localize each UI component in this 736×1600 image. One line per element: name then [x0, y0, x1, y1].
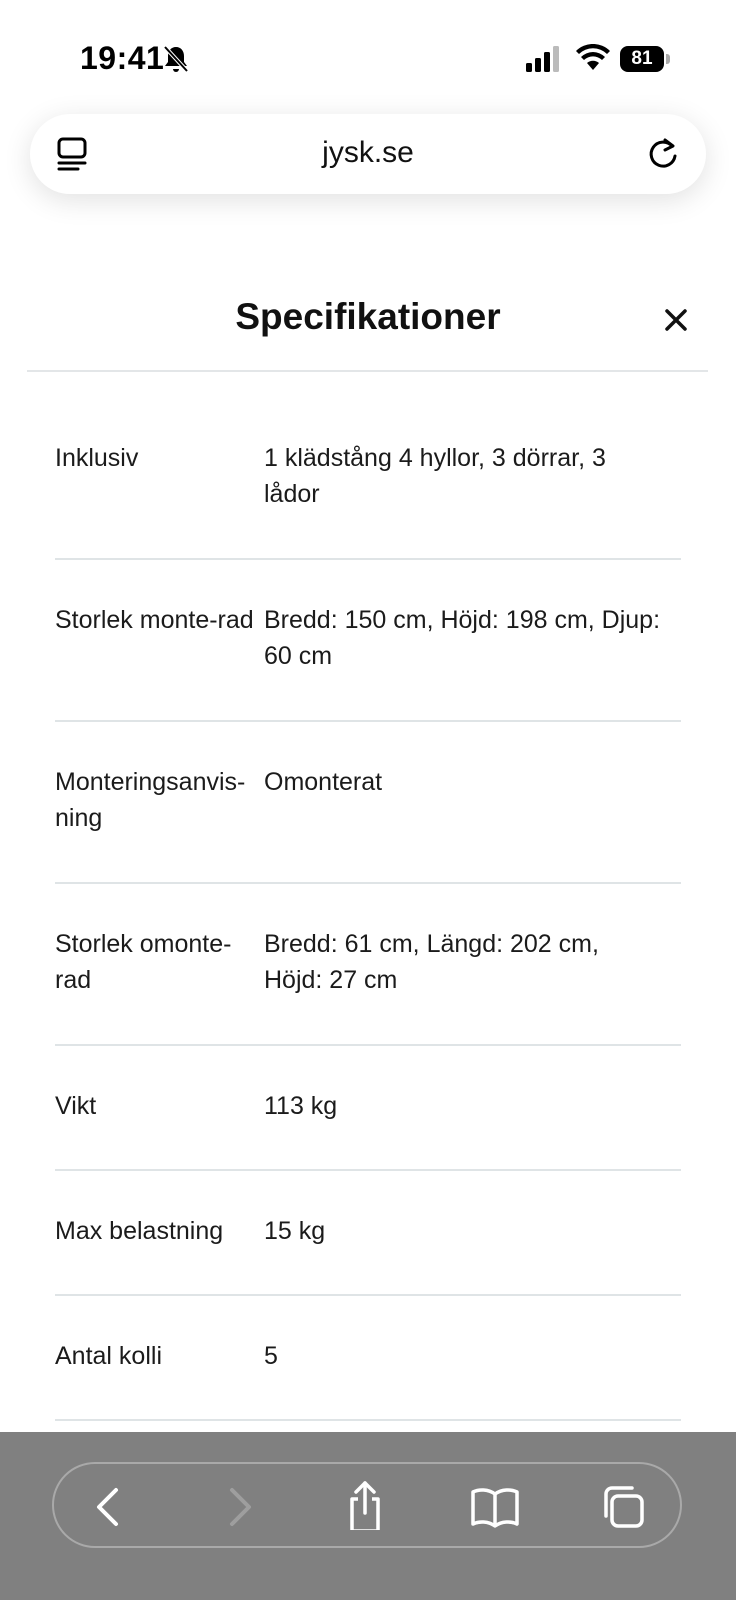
forward-icon[interactable]: [214, 1484, 264, 1530]
address-bar[interactable]: [30, 114, 706, 194]
spec-row-storlek-monterad: [55, 560, 681, 722]
back-icon[interactable]: [84, 1484, 134, 1530]
url-text[interactable]: jysk.se: [322, 136, 414, 169]
battery-cap: [666, 54, 670, 64]
battery-icon: [620, 46, 670, 72]
status-time: 19:41: [80, 40, 165, 76]
signal-icon: [526, 46, 562, 72]
spec-row-storlek-omonterad: [55, 884, 681, 1046]
spec-row-inklusiv: [55, 372, 681, 560]
spec-label: Monteringsanvis-ning: [55, 768, 246, 832]
spec-label: Storlek monte-rad: [55, 606, 254, 634]
wifi-icon: [576, 44, 610, 72]
bookmarks-icon[interactable]: [470, 1484, 520, 1530]
spec-label: Antal kolli: [55, 1342, 162, 1370]
tabs-icon[interactable]: [598, 1484, 648, 1530]
spec-value: 15 kg: [264, 1217, 326, 1245]
status-bar: [0, 0, 736, 110]
reload-icon[interactable]: [646, 134, 680, 172]
spec-row-max-belastning: [55, 1171, 681, 1296]
spec-value: Bredd: 61 cm, Längd: 202 cm, Höjd: 27 cm: [264, 930, 599, 994]
bell-slash-icon: [162, 44, 190, 74]
spec-value: Bredd: 150 cm, Höjd: 198 cm, Djup: 60 cm: [264, 606, 661, 670]
spec-row-antal-kolli: [55, 1296, 681, 1421]
spec-row-monteringsanvisning: [55, 722, 681, 884]
spec-value: Omonterat: [264, 768, 383, 796]
spec-label: Vikt: [55, 1092, 97, 1120]
battery-level: 81: [620, 46, 664, 72]
spec-row-vikt: [55, 1046, 681, 1171]
spec-value: 1 klädstång 4 hyllor, 3 dörrar, 3 lådor: [264, 444, 606, 508]
share-icon[interactable]: [340, 1478, 390, 1530]
spec-value: 113 kg: [264, 1092, 338, 1120]
close-icon[interactable]: [664, 308, 688, 332]
browser-toolbar: [0, 1432, 736, 1600]
spec-label: Storlek omonte-rad: [55, 930, 232, 994]
modal-title: Specifikationer: [235, 296, 501, 337]
spec-label: Inklusiv: [55, 444, 139, 472]
spec-value: 5: [264, 1342, 278, 1370]
spec-label: Max belastning: [55, 1217, 224, 1245]
